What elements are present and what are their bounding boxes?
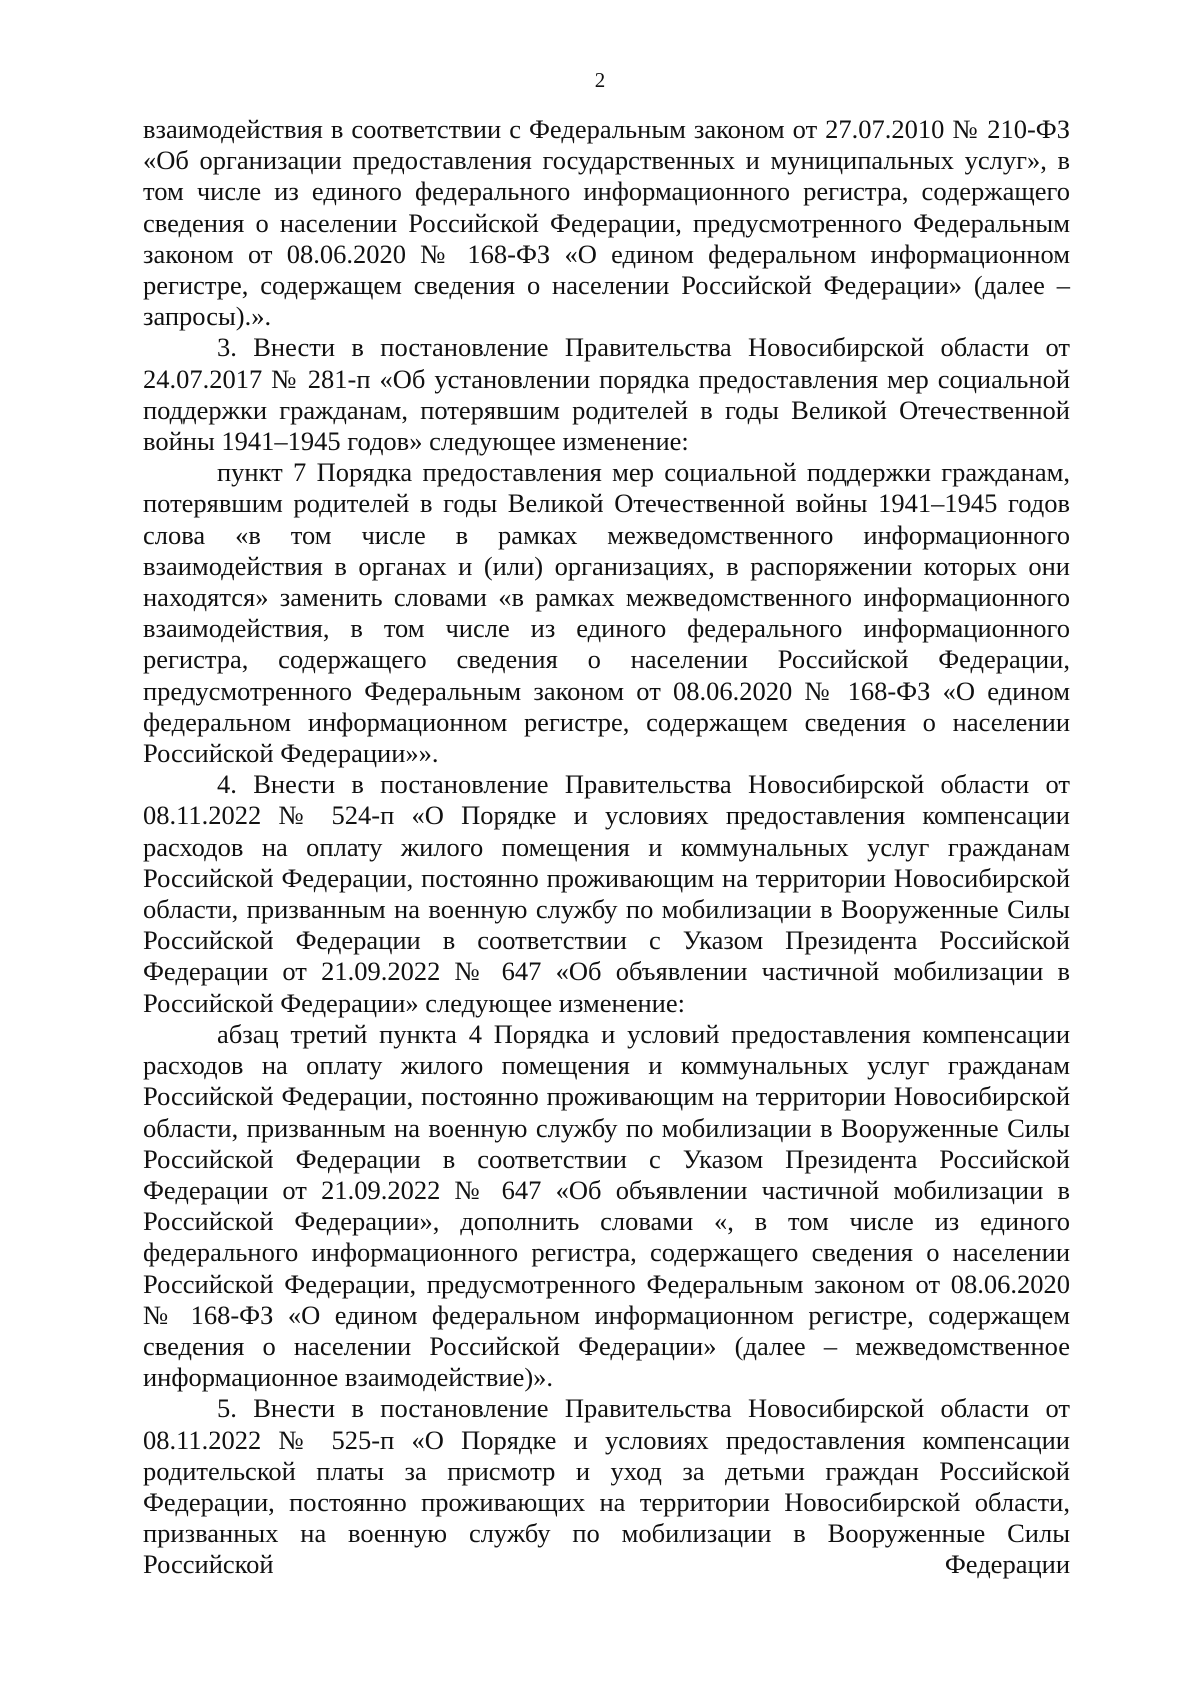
paragraph-continuation: взаимодействия в соответствии с Федеральным законом от 27.07.2010 № 210-ФЗ «Об организации предоставления государственных и муниципальных услуг», в том числе из единого федерального информационного регистра, содержащего сведения о населении Российской Федерации, предусмотренного Федеральным законом от 08.06.2020 № 168-ФЗ «О едином федеральном информационном регистре, содержащем сведения о населении Российской Федерации» (далее – запросы).». — [143, 114, 1070, 332]
document-body — [143, 114, 1070, 1581]
paragraph-item-4-amendment: абзац третий пункта 4 Порядка и условий предоставления компенсации расходов на оплату жилого помещения и коммунальных услуг гражданам Российской Федерации, постоянно проживающим на территории Новосибирской области, призванным на военную службу по мобилизации в Вооруженные Силы Российской Федерации в соответствии с Указом Президента Российской Федерации от 21.09.2022 № 647 «Об объявлении частичной мобилизации в Российской Федерации», дополнить словами «, в том числе из единого федерального информационного регистра, содержащего сведения о населении Российской Федерации, предусмотренного Федеральным законом от 08.06.2020 № 168-ФЗ «О едином федеральном информационном регистре, содержащем сведения о населении Российской Федерации» (далее – межведомственное информационное взаимодействие)». — [143, 1018, 1070, 1393]
paragraph-item-4: 4. Внести в постановление Правительства Новосибирской области от 08.11.2022 № 524-п «О Порядке и условиях предоставления компенсации расходов на оплату жилого помещения и коммунальных услуг гражданам Российской Федерации, постоянно проживающим на территории Новосибирской области, призванным на военную службу по мобилизации в Вооруженные Силы Российской Федерации в соответствии с Указом Президента Российской Федерации от 21.09.2022 № 647 «Об объявлении частичной мобилизации в Российской Федерации» следующее изменение: — [143, 769, 1070, 1018]
paragraph-item-5: 5. Внести в постановление Правительства Новосибирской области от 08.11.2022 № 525-п «О Порядке и условиях предоставления компенсации родительской платы за присмотр и уход за детьми граждан Российской Федерации, постоянно проживающих на территории Новосибирской области, призванных на военную службу по мобилизации в Вооруженные Силы Российской Федерации — [143, 1393, 1070, 1580]
page-number: 2 — [594, 68, 606, 92]
paragraph-item-3-amendment: пункт 7 Порядка предоставления мер социальной поддержки гражданам, потерявшим родителей в годы Великой Отечественной войны 1941–1945 годов слова «в том числе в рамках межведомственного информационного взаимодействия в органах и (или) организациях, в распоряжении которых они находятся» заменить словами «в рамках межведомственного информационного взаимодействия, в том числе из единого федерального информационного регистра, содержащего сведения о населении Российской Федерации, предусмотренного Федеральным законом от 08.06.2020 № 168-ФЗ «О едином федеральном информационном регистре, содержащем сведения о населении Российской Федерации»». — [143, 457, 1070, 769]
paragraph-item-3: 3. Внести в постановление Правительства Новосибирской области от 24.07.2017 № 281-п «Об установлении порядка предоставления мер социальной поддержки гражданам, потерявшим родителей в годы Великой Отечественной войны 1941–1945 годов» следующее изменение: — [143, 332, 1070, 457]
